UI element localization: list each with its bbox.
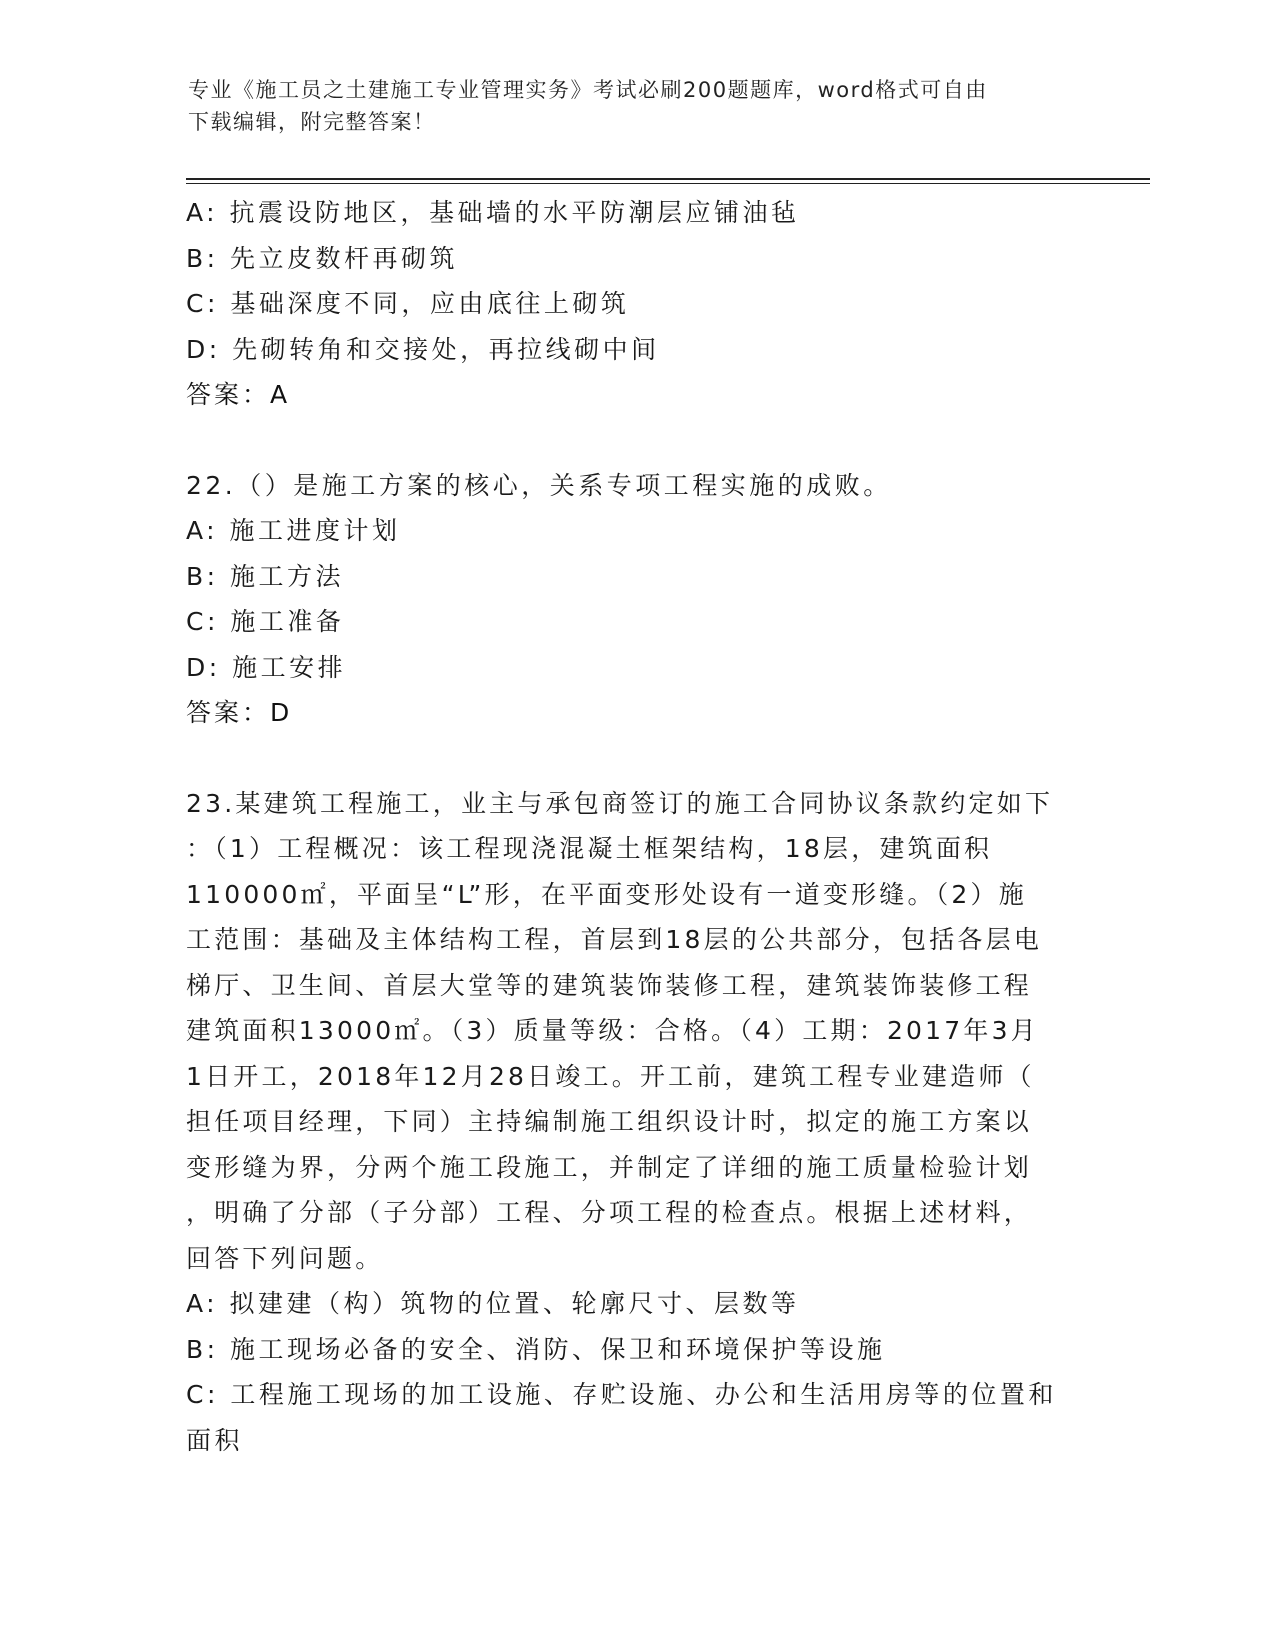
question-22: [186, 463, 1076, 736]
option-b: B: 先立皮数杆再砌筑: [186, 243, 459, 273]
option-d: D: 施工安排: [186, 652, 347, 682]
question-stem-line: 担任项目经理，下同）主持编制施工组织设计时，拟定的施工方案以: [186, 1107, 1033, 1136]
option-c: C: 基础深度不同，应由底往上砌筑: [186, 289, 630, 318]
header-line-1: 专业《施工员之土建施工专业管理实务》考试必刷200题题库，word格式可自由: [188, 78, 988, 102]
question-23: [186, 781, 1076, 1464]
question-stem-line: 110000㎡，平面呈“L”形，在平面变形处设有一道变形缝。（2）施: [186, 879, 1027, 909]
option-c: C: 工程施工现场的加工设施、存贮设施、办公和生活用房等的位置和: [186, 1380, 1057, 1409]
header-rule-thick: [186, 178, 1150, 180]
question-stem-line: 回答下列问题。: [186, 1243, 384, 1273]
option-b: B: 施工方法: [186, 561, 345, 591]
question-stem-line: 梯厅、卫生间、首层大堂等的建筑装饰装修工程，建筑装饰装修工程: [186, 970, 1033, 1000]
header-line-2: 下载编辑，附完整答案！: [188, 110, 436, 134]
answer-21: 答案：A: [186, 380, 291, 409]
option-b: B: 施工现场必备的安全、消防、保卫和环境保护等设施: [186, 1334, 886, 1364]
spacer: [186, 418, 1076, 463]
option-c-continued: 面积: [186, 1425, 244, 1455]
option-a: A: 拟建建（构）筑物的位置、轮廓尺寸、层数等: [186, 1289, 800, 1318]
question-content: [186, 190, 1076, 1463]
question-stem: 22.（）是施工方案的核心，关系专项工程实施的成败。: [186, 470, 892, 500]
question-stem-line: 23.某建筑工程施工，业主与承包商签订的施工合同协议条款约定如下: [186, 788, 1054, 818]
document-header: [188, 74, 1068, 138]
header-rule-thin: [186, 183, 1150, 184]
option-d: D: 先砌转角和交接处，再拉线砌中间: [186, 334, 660, 364]
question-stem-line: 建筑面积13000㎡。（3）质量等级：合格。（4）工期：2017年3月: [186, 1016, 1039, 1045]
spacer: [186, 736, 1076, 781]
question-21: [186, 190, 1076, 418]
option-c: C: 施工准备: [186, 607, 345, 636]
option-a: A: 抗震设防地区，基础墙的水平防潮层应铺油毡: [186, 198, 800, 227]
question-stem-line: ，明确了分部（子分部）工程、分项工程的检查点。根据上述材料，: [186, 1198, 1033, 1227]
question-stem-line: 变形缝为界，分两个施工段施工，并制定了详细的施工质量检验计划: [186, 1152, 1033, 1182]
option-a: A: 施工进度计划: [186, 516, 401, 545]
question-stem-line: 1日开工，2018年12月28日竣工。开工前，建筑工程专业建造师（: [186, 1061, 1035, 1091]
answer-22: 答案：D: [186, 698, 293, 727]
question-stem-line: ：（1）工程概况：该工程现浇混凝土框架结构，18层，建筑面积: [186, 834, 993, 863]
question-stem-line: 工范围：基础及主体结构工程，首层到18层的公共部分，包括各层电: [186, 925, 1043, 954]
